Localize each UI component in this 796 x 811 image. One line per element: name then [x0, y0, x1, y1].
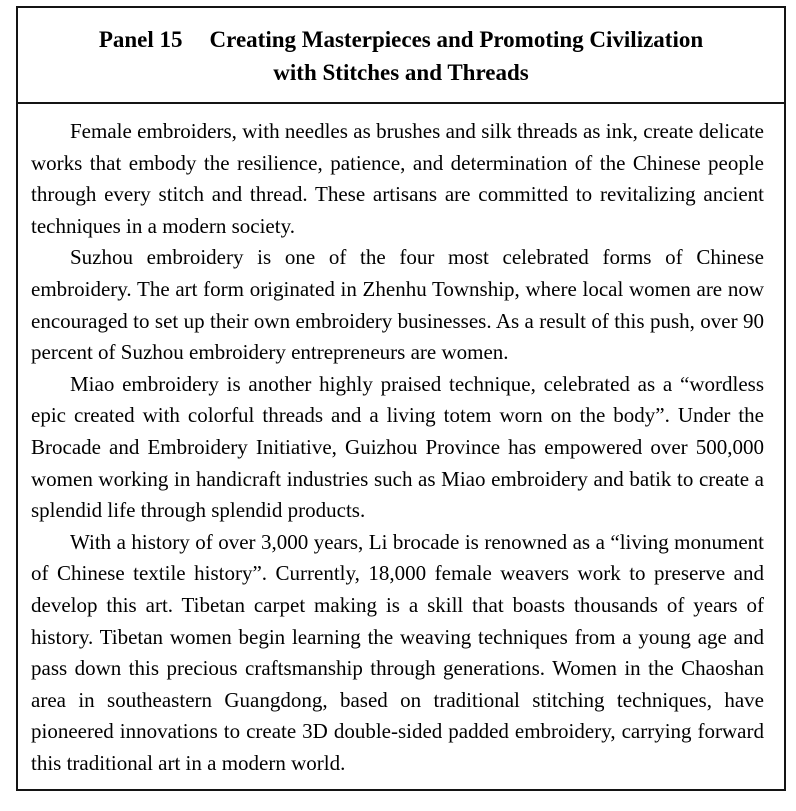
paragraph-suzhou-embroidery: Suzhou embroidery is one of the four most celebrated forms of Chinese embroidery. The art form originated in Zhenhu Township, where local women are now encouraged to set up their own embroidery businesses. As a result of this push, over 90 percent of Suzhou embroidery entrepreneurs are women. — [31, 245, 764, 365]
paragraph-female-embroiders: Female embroiders, with needles as brushes and silk threads as ink, create delicate works that embody the resilience, patience, and determination of the Chinese people through every stitch and thread. These artisans are committed to revitalizing ancient techniques in a modern society. — [31, 119, 764, 238]
panel-title-line2: with Stitches and Threads — [273, 60, 529, 85]
paragraph-miao-embroidery: Miao embroidery is another highly praised technique, celebrated as a “wordless epic created with colorful threads and a living totem worn on the body”. Under the Brocade and Embroidery Initiative, Guizhou Province has empowered over 500,000 women working in handicraft industries such as Miao embroidery and batik to create a splendid life through splendid products. — [31, 371, 764, 523]
panel-box — [16, 6, 786, 791]
panel-number-label: Panel 15 — [98, 27, 183, 52]
panel-header — [18, 8, 784, 104]
panel-title-text: Creating Masterpieces and Promoting Civilization — [209, 27, 704, 52]
panel-body — [18, 104, 784, 779]
paragraph-li-brocade: With a history of over 3,000 years, Li brocade is renowned as a “living monument of Chinese textile history”. Currently, 18,000 female weavers work to preserve and develop this art. Tibetan carpet making is a skill that boasts thousands of years of history. Tibetan women begin learning the weaving techniques from a young age and pass down this precious craftsmanship through generations. Women in the Chaoshan area in southeastern Guangdong, based on traditional stitching techniques, have pioneered innovations to create 3D double-sided padded embroidery, carrying forward this traditional art in a modern world. — [31, 529, 764, 775]
panel-title-line1 — [28, 23, 774, 56]
